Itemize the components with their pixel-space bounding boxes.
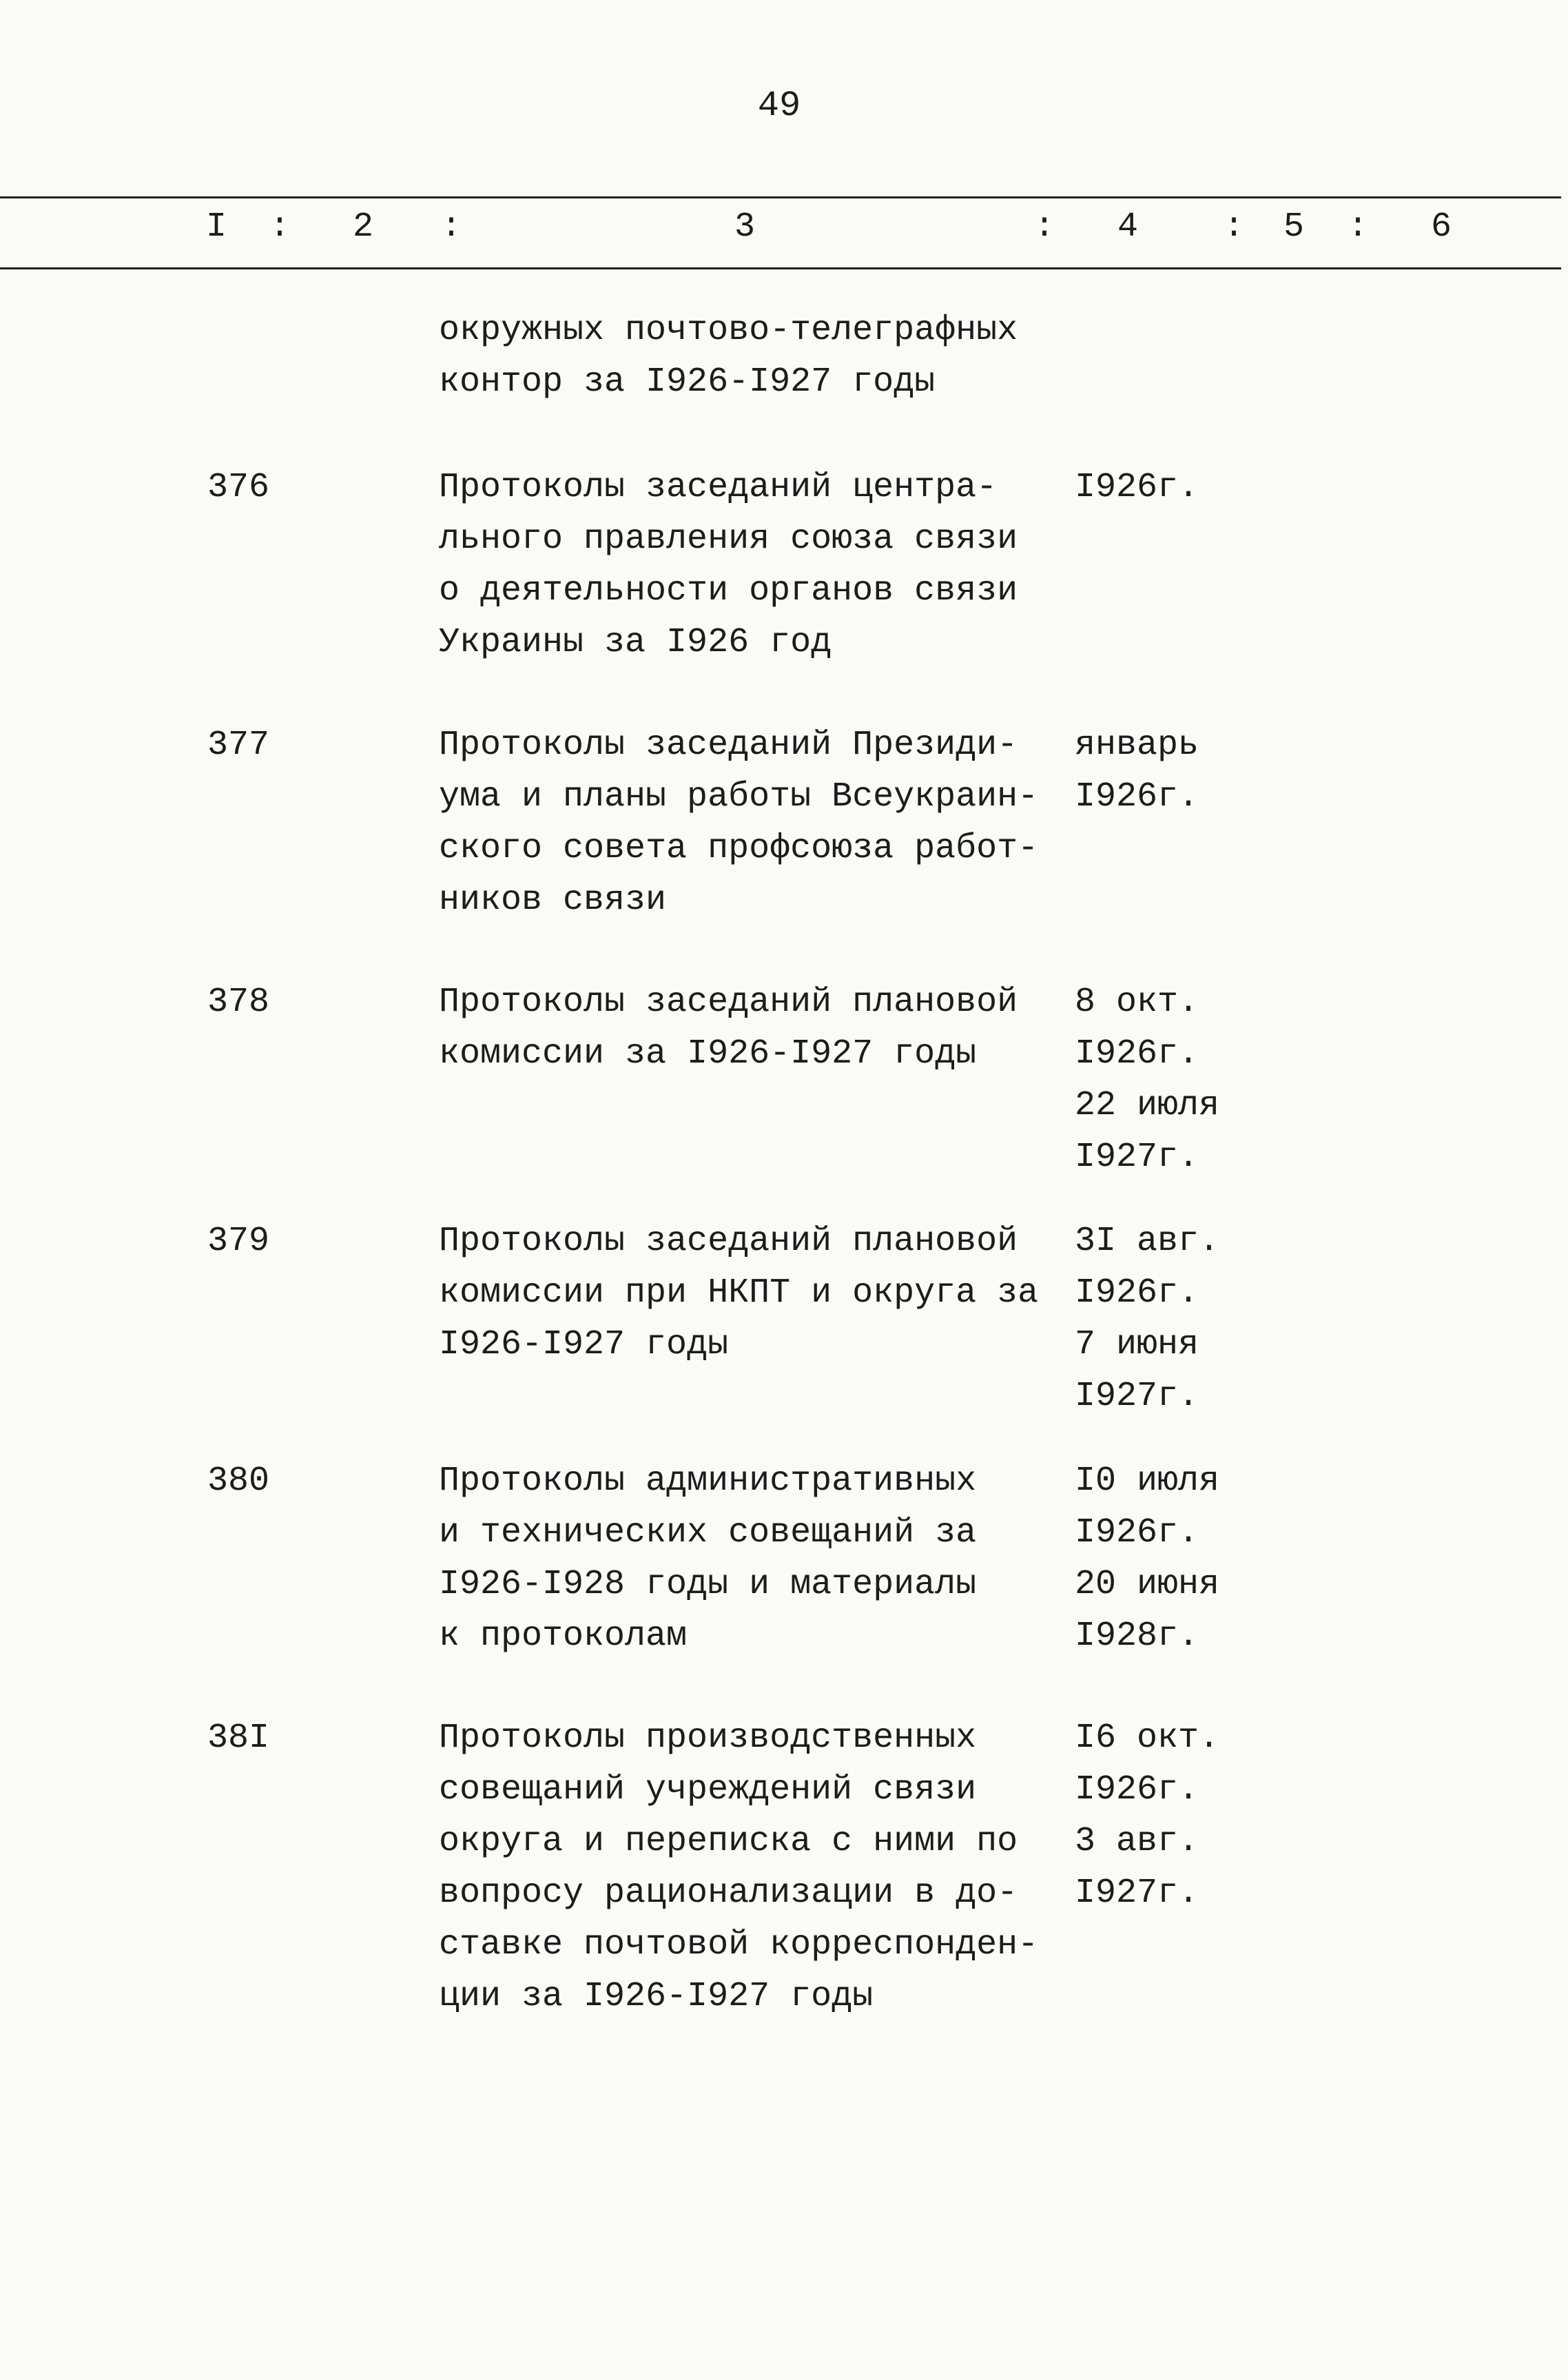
entry-date-line: I926г. — [1075, 777, 1199, 817]
entry-date-line: 8 окт. — [1075, 983, 1199, 1022]
entry-title-line: ции за I926-I927 годы — [439, 1977, 874, 2016]
entry-date-line: 22 июля — [1075, 1086, 1220, 1125]
entry-date-line: 3I авг. — [1075, 1222, 1220, 1261]
entry-date-line: январь — [1075, 726, 1199, 765]
column-header-4: 4 — [1117, 207, 1139, 247]
column-header-1: I — [205, 207, 227, 247]
entry-date-line: I927г. — [1075, 1138, 1199, 1177]
entry-date-line: I928г. — [1075, 1617, 1199, 1656]
entry-date-line: I927г. — [1075, 1874, 1199, 1913]
entry-title — [439, 1712, 1059, 2022]
column-header-6: 6 — [1430, 207, 1452, 247]
column-separator: : — [440, 207, 462, 247]
entry-date-line: 7 июня — [1075, 1325, 1199, 1364]
entry-title-line: о деятельности органов связи — [439, 571, 1018, 611]
entry-title-line: комиссии за I926-I927 годы — [439, 1034, 977, 1074]
entry-date-line: 20 июня — [1075, 1565, 1220, 1604]
column-separator: : — [1347, 207, 1369, 247]
column-header-5: 5 — [1283, 207, 1305, 247]
entry-date-line: I0 июля — [1075, 1461, 1220, 1501]
entry-dates — [1075, 462, 1419, 513]
entry-date-line: I926г. — [1075, 1273, 1199, 1313]
entry-dates — [1075, 1215, 1419, 1422]
entry-title-line: ского совета профсоюза работ- — [439, 829, 1039, 868]
entry-title-line: ума и планы работы Всеукраин- — [439, 777, 1039, 817]
entry-title-line: Протоколы административных — [439, 1461, 977, 1501]
entry-number: 38I — [207, 1719, 270, 1758]
entry-title-line: I926-I928 годы и материалы — [439, 1565, 977, 1604]
entry-title-line: контор за I926-I927 годы — [439, 362, 936, 402]
entry-date-line: I927г. — [1075, 1377, 1199, 1416]
table-column-header — [0, 0, 1568, 276]
entry-title-line: Украины за I926 год — [439, 623, 832, 662]
entry-title-line: льного правления союза связи — [439, 520, 1018, 559]
entry-title-line: комиссии при НКПТ и округа за — [439, 1273, 1039, 1313]
entry-dates — [1075, 1712, 1419, 1919]
table-header-bottom-rule — [0, 267, 1561, 269]
entry-title-line: Протоколы заседаний плановой — [439, 983, 1018, 1022]
entry-date-line: I926г. — [1075, 1770, 1199, 1809]
entry-date-line: I926г. — [1075, 1034, 1199, 1074]
entry-title — [439, 1455, 1059, 1662]
entry-title-line: окружных почтово-телеграфных — [439, 311, 1018, 350]
entry-title-line: вопросу рационализации в до- — [439, 1874, 1018, 1913]
entry-dates — [1075, 1455, 1419, 1662]
page-number: 49 — [757, 85, 801, 126]
entry-title-line: Протоколы производственных — [439, 1719, 977, 1758]
entry-title — [439, 462, 1059, 668]
entry-dates — [1075, 719, 1419, 823]
column-header-2: 2 — [352, 207, 374, 247]
entry-number: 378 — [207, 983, 270, 1022]
column-header-3: 3 — [734, 207, 756, 247]
entry-date-line: I926г. — [1075, 1513, 1199, 1552]
entry-title — [439, 1215, 1059, 1371]
entry-title-line: совещаний учреждений связи — [439, 1770, 977, 1809]
entry-number: 379 — [207, 1222, 270, 1261]
entry-title-line: округа и переписка с ними по — [439, 1822, 1018, 1861]
entry-title-line: Протоколы заседаний Президи- — [439, 726, 1018, 765]
column-separator: : — [1033, 207, 1055, 247]
entry-dates — [1075, 976, 1419, 1183]
entry-title — [439, 976, 1059, 1080]
entry-title-line: ставке почтовой корреспонден- — [439, 1925, 1039, 1964]
entry-date-line: 3 авг. — [1075, 1822, 1199, 1861]
entry-title-line: ников связи — [439, 881, 667, 920]
column-separator: : — [1223, 207, 1245, 247]
entry-title-line: I926-I927 годы — [439, 1325, 729, 1364]
entry-title-line: Протоколы заседаний плановой — [439, 1222, 1018, 1261]
column-separator: : — [269, 207, 291, 247]
entry-number: 377 — [207, 726, 270, 765]
entry-title — [439, 719, 1059, 926]
entry-date-line: I6 окт. — [1075, 1719, 1220, 1758]
entry-title-line: Протоколы заседаний центра- — [439, 468, 998, 507]
entry-date-line: I926г. — [1075, 468, 1199, 507]
entry-title-line: и технических совещаний за — [439, 1513, 977, 1552]
entry-title — [439, 305, 1059, 408]
entry-title-line: к протоколам — [439, 1617, 688, 1656]
entry-number: 380 — [207, 1461, 270, 1501]
entry-number: 376 — [207, 468, 270, 507]
